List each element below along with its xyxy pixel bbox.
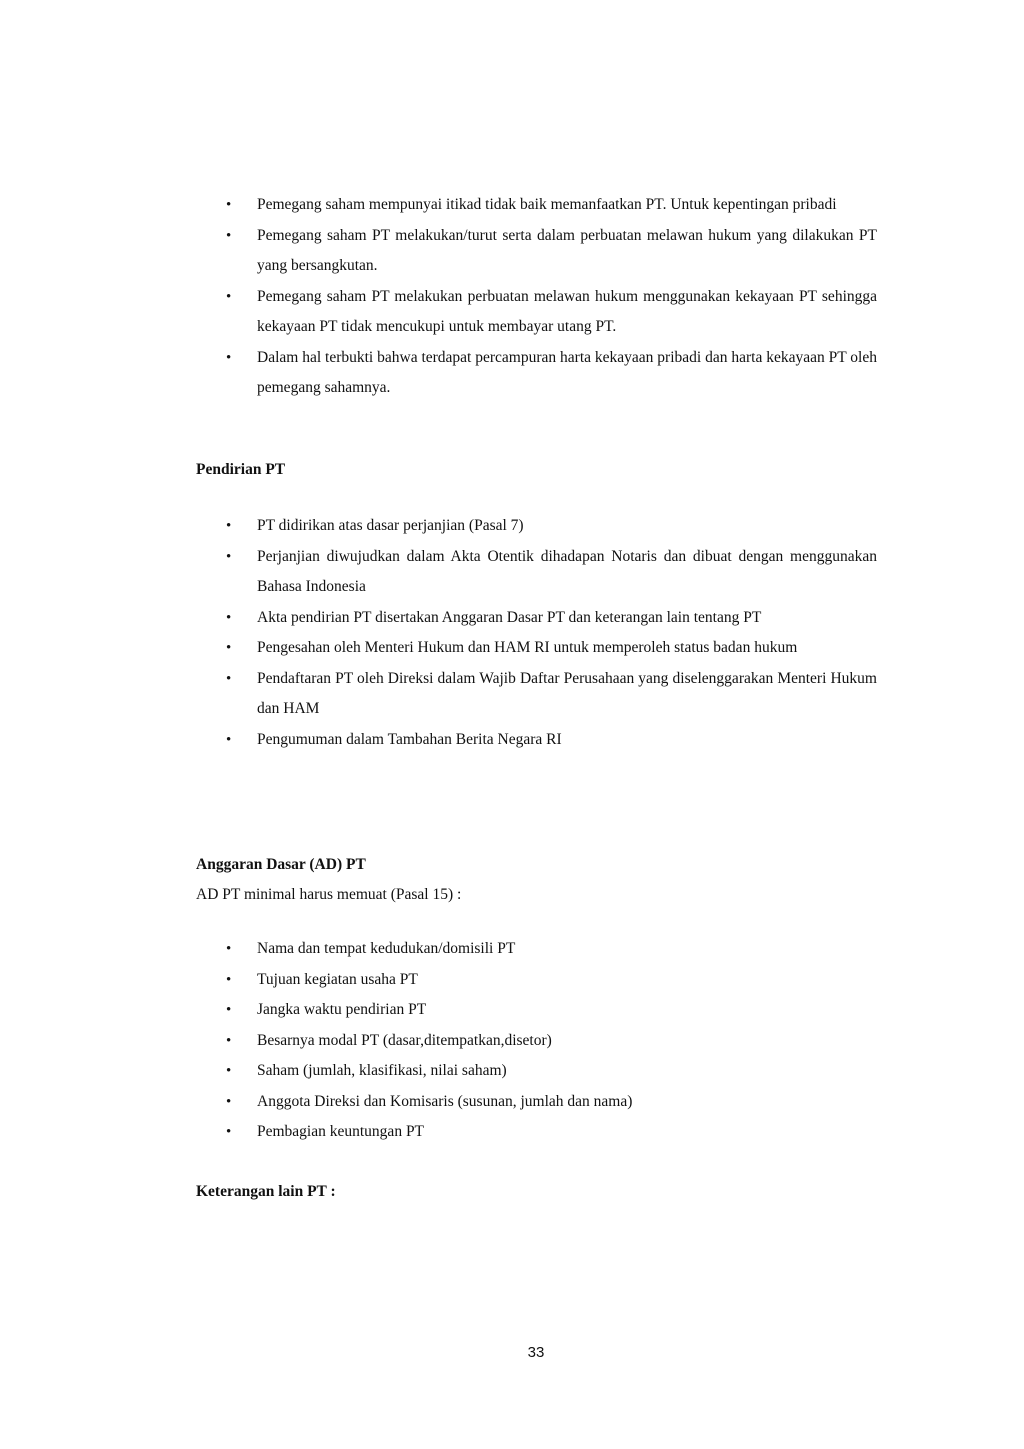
bullet-icon: • [226, 349, 232, 366]
list-item: • Pemegang saham PT melakukan perbuatan melawan hukum menggunakan kekayaan PT sehingga kekayaan PT tidak mencukupi untuk membayar utang PT. [196, 282, 877, 343]
list-item: • Pemegang saham PT melakukan/turut serta dalam perbuatan melawan hukum yang dilakukan PT yang bersangkutan. [196, 221, 877, 282]
bullet-icon: • [226, 197, 232, 213]
bullet-icon: • [226, 1002, 232, 1018]
anggaran-dasar-intro: AD PT minimal harus memuat (Pasal 15) : [196, 886, 462, 903]
bullet-icon: • [226, 1063, 232, 1079]
bullet-icon: • [226, 1124, 232, 1140]
section-heading-keterangan: Keterangan lain PT : [196, 1183, 336, 1200]
bullet-icon: • [226, 1032, 232, 1049]
bullet-icon: • [226, 1093, 232, 1110]
page-number: 33 [527, 1344, 545, 1361]
pendirian-bullet-list [196, 511, 877, 755]
bullet-icon: • [226, 227, 232, 244]
bullet-icon: • [226, 609, 232, 626]
bullet-icon: • [226, 288, 232, 305]
bullet-icon: • [226, 941, 232, 957]
intro-bullet-list [196, 190, 877, 404]
list-item: • Anggota Direksi dan Komisaris (susunan, jumlah dan nama) [196, 1087, 877, 1118]
list-item: • Pembagian keuntungan PT [196, 1117, 877, 1148]
bullet-icon: • [226, 548, 232, 565]
list-item: • Perjanjian diwujudkan dalam Akta Otentik dihadapan Notaris dan dibuat dengan menggunakan Bahasa Indonesia [196, 542, 877, 603]
anggaran-dasar-bullet-list [196, 934, 877, 1148]
list-item: • Pengesahan oleh Menteri Hukum dan HAM RI untuk memperoleh status badan hukum [196, 633, 877, 664]
bullet-icon: • [226, 731, 232, 748]
list-item: • Pemegang saham mempunyai itikad tidak baik memanfaatkan PT. Untuk kepentingan pribadi [196, 190, 877, 221]
list-item: • Nama dan tempat kedudukan/domisili PT [196, 934, 877, 965]
bullet-icon: • [226, 518, 232, 534]
list-item: • PT didirikan atas dasar perjanjian (Pasal 7) [196, 511, 877, 542]
list-item: • Tujuan kegiatan usaha PT [196, 965, 877, 996]
list-item: • Jangka waktu pendirian PT [196, 995, 877, 1026]
list-item: • Akta pendirian PT disertakan Anggaran Dasar PT dan keterangan lain tentang PT [196, 603, 877, 634]
bullet-icon: • [226, 670, 232, 687]
list-item: • Dalam hal terbukti bahwa terdapat percampuran harta kekayaan pribadi dan harta kekayaan PT oleh pemegang sahamnya. [196, 343, 877, 404]
section-heading-anggaran-dasar: Anggaran Dasar (AD) PT [196, 856, 366, 873]
list-item: • Pendaftaran PT oleh Direksi dalam Wajib Daftar Perusahaan yang diselenggarakan Menteri Hukum dan HAM [196, 664, 877, 725]
list-item: • Besarnya modal PT (dasar,ditempatkan,disetor) [196, 1026, 877, 1057]
section-heading-pendirian: Pendirian PT [196, 461, 286, 478]
bullet-icon: • [226, 640, 232, 656]
bullet-icon: • [226, 971, 232, 988]
list-item: • Pengumuman dalam Tambahan Berita Negara RI [196, 725, 877, 756]
list-item: • Saham (jumlah, klasifikasi, nilai saham) [196, 1056, 877, 1087]
